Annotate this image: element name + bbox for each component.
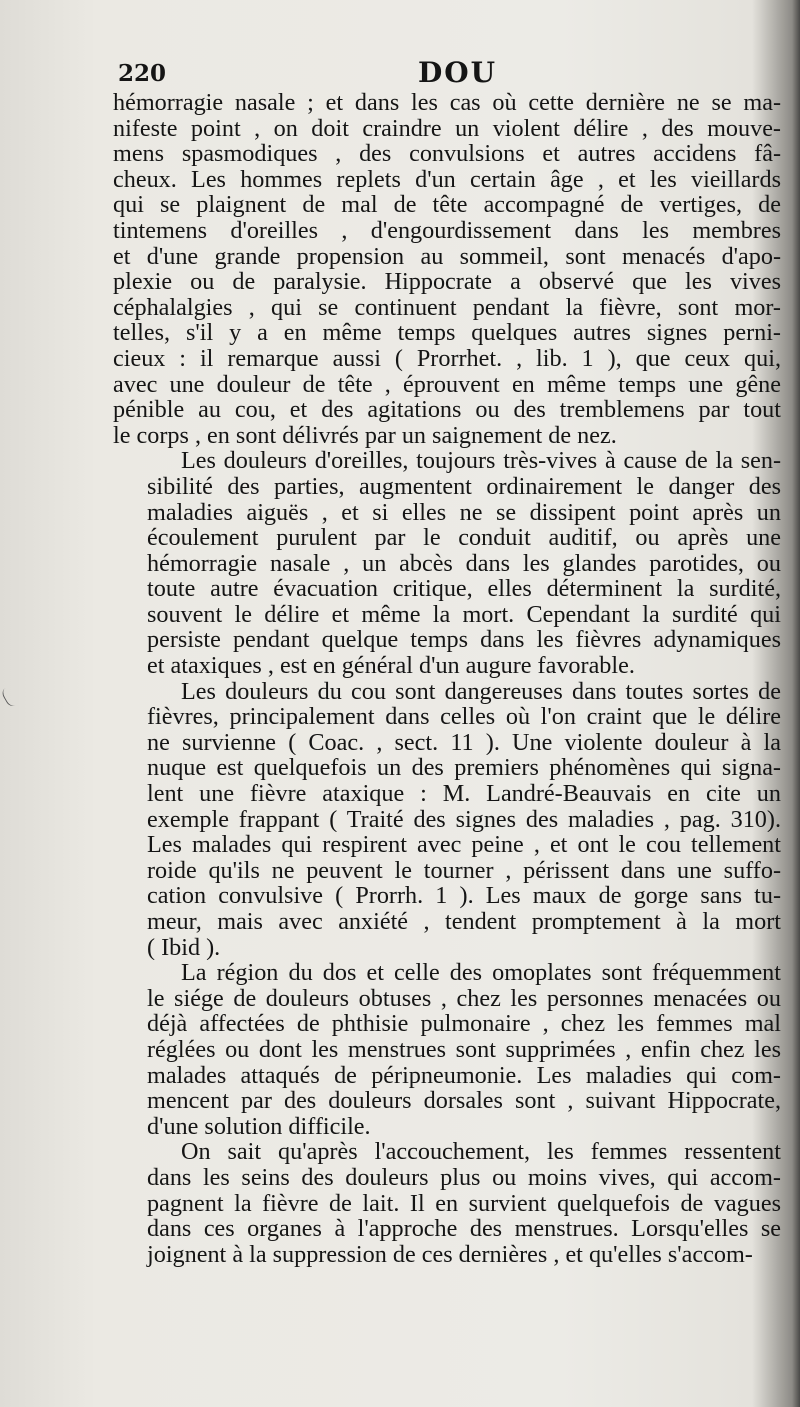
body-text: [113, 90, 781, 1267]
text-line: avec une douleur de tête , éprouvent en même temps une gêne: [113, 371, 781, 398]
paragraph: [113, 1139, 781, 1267]
text-line: nuque est quelquefois un des premiers phénomènes qui signa-: [147, 755, 781, 782]
text-line: d'une solution difficile.: [147, 1113, 371, 1140]
paragraph: [113, 448, 781, 678]
text-line: ne survienne ( Coac. , sect. 11 ). Une violente douleur à la: [147, 729, 781, 756]
text-line: et ataxiques , est en général d'un augure favorable.: [147, 653, 635, 679]
text-line: On sait qu'après l'accouchement, les femmes ressentent: [181, 1139, 781, 1165]
text-line: qui se plaignent de mal de tête accompagné de vertiges, de: [113, 192, 781, 218]
text-line: cieux : il remarque aussi ( Prorrhet. , lib. 1 ), que ceux qui,: [113, 345, 781, 372]
running-head: DOU: [418, 56, 498, 89]
margin-mark: [0, 684, 23, 709]
paragraph: [113, 90, 781, 448]
paragraph: [113, 679, 781, 961]
text-line: ( Ibid ).: [147, 934, 221, 961]
text-line: hémorragie nasale , un abcès dans les glandes parotides, ou: [147, 550, 781, 577]
text-line: malades attaqués de péripneumonie. Les maladies qui com-: [147, 1062, 781, 1089]
text-line: Les douleurs d'oreilles, toujours très-vives à cause de la sen-: [181, 448, 781, 474]
text-line: hémorragie nasale ; et dans les cas où cette dernière ne se ma-: [113, 90, 781, 116]
text-line: tintemens d'oreilles , d'engourdissement dans les membres: [113, 217, 781, 244]
text-line: céphalalgies , qui se continuent pendant la fièvre, sont mor-: [113, 294, 781, 321]
text-line: La région du dos et celle des omoplates sont fréquemment: [181, 960, 781, 986]
text-line: meur, mais avec anxiété , tendent promptement à la mort: [147, 909, 781, 935]
text-line: mens spasmodiques , des convulsions et autres accidens fâ-: [113, 141, 781, 167]
text-line: réglées ou dont les menstrues sont supprimées , enfin chez les: [147, 1036, 781, 1063]
text-line: souvent le délire et même la mort. Cependant la surdité qui: [147, 601, 781, 628]
text-line: joignent à la suppression de ces dernières , et qu'elles s'accom-: [147, 1241, 753, 1268]
text-line: lent une fièvre ataxique : M. Landré-Beauvais en cite un: [147, 781, 781, 807]
text-line: et d'une grande propension au sommeil, sont menacés d'apo-: [113, 243, 781, 270]
page-number: 220: [118, 60, 167, 87]
text-line: le corps , en sont délivrés par un saignement de nez.: [113, 422, 617, 449]
text-line: Les douleurs du cou sont dangereuses dans toutes sortes de: [181, 678, 781, 705]
text-line: roide qu'ils ne peuvent le tourner , périssent dans une suffo-: [147, 857, 781, 884]
text-line: sibilité des parties, augmentent ordinairement le danger des: [147, 473, 781, 500]
text-line: déjà affectées de phthisie pulmonaire , chez les femmes mal: [147, 1011, 781, 1037]
text-line: écoulement purulent par le conduit auditif, ou après une: [147, 525, 781, 551]
text-line: dans les seins des douleurs plus ou moins vives, qui accom-: [147, 1164, 781, 1191]
text-line: pagnent la fièvre de lait. Il en survient quelquefois de vagues: [147, 1190, 781, 1217]
text-line: persiste pendant quelque temps dans les fièvres adynamiques: [147, 627, 781, 654]
text-line: exemple frappant ( Traité des signes des maladies , pag. 310).: [147, 806, 781, 833]
text-line: telles, s'il y a en même temps quelques autres signes perni-: [113, 320, 781, 346]
text-line: pénible au cou, et des agitations ou des tremblemens par tout: [113, 397, 781, 423]
text-line: plexie ou de paralysie. Hippocrate a observé que les vives: [113, 269, 781, 295]
text-line: mencent par des douleurs dorsales sont , suivant Hippocrate,: [147, 1088, 781, 1114]
page-header: [118, 56, 778, 90]
text-line: Les malades qui respirent avec peine , et ont le cou tellement: [147, 832, 781, 858]
text-line: fièvres, principalement dans celles où l'on craint que le délire: [147, 704, 781, 730]
text-line: cheux. Les hommes replets d'un certain âge , et les vieillards: [113, 166, 781, 193]
text-line: dans ces organes à l'approche des menstrues. Lorsqu'elles se: [147, 1216, 781, 1242]
text-line: toute autre évacuation critique, elles déterminent la surdité,: [147, 576, 781, 602]
text-line: le siége de douleurs obtuses , chez les personnes menacées ou: [147, 985, 781, 1012]
text-line: nifeste point , on doit craindre un violent délire , des mouve-: [113, 115, 781, 142]
paragraph: [113, 960, 781, 1139]
text-line: cation convulsive ( Prorrh. 1 ). Les maux de gorge sans tu-: [147, 883, 781, 909]
text-line: maladies aiguës , et si elles ne se dissipent point après un: [147, 499, 781, 526]
